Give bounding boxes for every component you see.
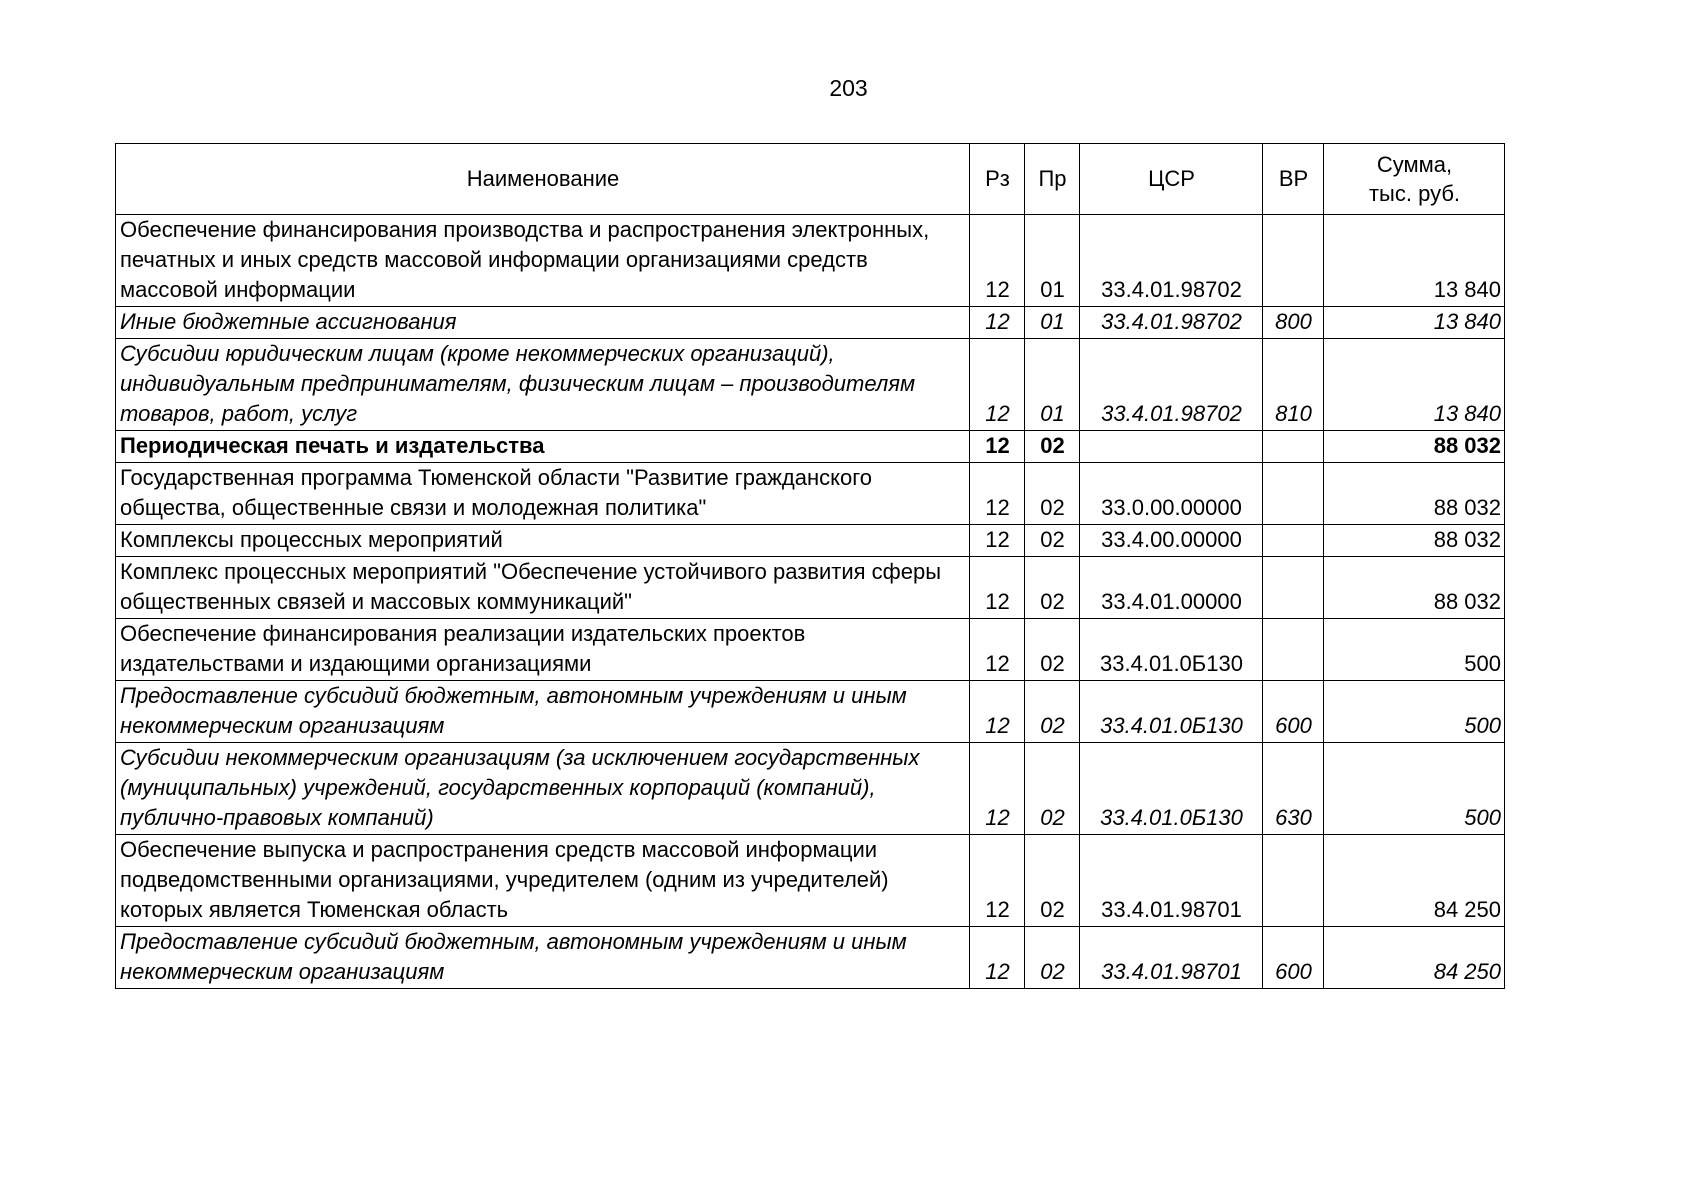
table-row [116, 431, 1505, 463]
cell-pr: 02 [1025, 557, 1080, 619]
cell-vr: 800 [1263, 307, 1324, 339]
cell-vr [1263, 463, 1324, 525]
cell-vr [1263, 835, 1324, 927]
cell-vr: 630 [1263, 743, 1324, 835]
cell-rz: 12 [970, 215, 1025, 307]
table-row [116, 307, 1505, 339]
cell-sum: 13 840 [1324, 215, 1505, 307]
table-row [116, 835, 1505, 927]
cell-pr: 02 [1025, 525, 1080, 557]
table-row [116, 681, 1505, 743]
cell-csr: 33.4.01.98702 [1080, 339, 1263, 431]
page-number: 203 [829, 75, 868, 101]
cell-rz: 12 [970, 463, 1025, 525]
table-body [116, 215, 1505, 989]
cell-name: Комплексы процессных мероприятий [116, 525, 970, 557]
cell-sum: 84 250 [1324, 927, 1505, 989]
cell-csr: 33.4.01.0Б130 [1080, 681, 1263, 743]
header-pr: Пр [1025, 144, 1080, 215]
cell-pr: 02 [1025, 835, 1080, 927]
cell-name: Государственная программа Тюменской области "Развитие гражданского общества, общественные связи и молодежная политика" [116, 463, 970, 525]
cell-sum: 500 [1324, 681, 1505, 743]
cell-vr [1263, 619, 1324, 681]
cell-csr: 33.4.00.00000 [1080, 525, 1263, 557]
cell-rz: 12 [970, 619, 1025, 681]
cell-vr [1263, 557, 1324, 619]
cell-rz: 12 [970, 557, 1025, 619]
cell-sum: 88 032 [1324, 557, 1505, 619]
cell-csr: 33.4.01.0Б130 [1080, 743, 1263, 835]
cell-pr: 02 [1025, 463, 1080, 525]
cell-rz: 12 [970, 431, 1025, 463]
table-row [116, 525, 1505, 557]
cell-sum: 500 [1324, 619, 1505, 681]
cell-csr: 33.4.01.0Б130 [1080, 619, 1263, 681]
cell-vr [1263, 215, 1324, 307]
cell-pr: 01 [1025, 339, 1080, 431]
cell-pr: 02 [1025, 743, 1080, 835]
cell-pr: 01 [1025, 215, 1080, 307]
cell-name: Обеспечение финансирования реализации издательских проектов издательствами и издающими организациями [116, 619, 970, 681]
cell-rz: 12 [970, 927, 1025, 989]
table-header [116, 144, 1505, 215]
header-sum-line1: Сумма, [1376, 151, 1453, 177]
cell-rz: 12 [970, 339, 1025, 431]
cell-pr: 02 [1025, 431, 1080, 463]
table-row [116, 619, 1505, 681]
cell-name: Предоставление субсидий бюджетным, автономным учреждениям и иным некоммерческим организациям [116, 681, 970, 743]
cell-vr: 600 [1263, 681, 1324, 743]
cell-name: Обеспечение финансирования производства и распространения электронных, печатных и иных средств массовой информации организациями средств массовой информации [116, 215, 970, 307]
cell-rz: 12 [970, 681, 1025, 743]
table-row [116, 927, 1505, 989]
cell-pr: 02 [1025, 619, 1080, 681]
cell-csr: 33.4.01.98701 [1080, 927, 1263, 989]
cell-rz: 12 [970, 307, 1025, 339]
cell-name: Субсидии некоммерческим организациям (за исключением государственных (муниципальных) учреждений, государственных корпораций (компаний), публично-правовых компаний) [116, 743, 970, 835]
cell-csr: 33.4.01.98702 [1080, 307, 1263, 339]
cell-pr: 02 [1025, 927, 1080, 989]
cell-csr: 33.4.01.00000 [1080, 557, 1263, 619]
cell-csr: 33.4.01.98702 [1080, 215, 1263, 307]
cell-name: Комплекс процессных мероприятий "Обеспечение устойчивого развития сферы общественных связей и массовых коммуникаций" [116, 557, 970, 619]
cell-csr: 33.4.01.98701 [1080, 835, 1263, 927]
cell-vr: 600 [1263, 927, 1324, 989]
cell-name: Субсидии юридическим лицам (кроме некоммерческих организаций), индивидуальным предпринимателям, физическим лицам – производителям товаров, работ, услуг [116, 339, 970, 431]
cell-csr [1080, 431, 1263, 463]
cell-name: Иные бюджетные ассигнования [116, 307, 970, 339]
cell-pr: 02 [1025, 681, 1080, 743]
cell-sum: 84 250 [1324, 835, 1505, 927]
cell-sum: 13 840 [1324, 339, 1505, 431]
cell-sum: 88 032 [1324, 463, 1505, 525]
cell-vr: 810 [1263, 339, 1324, 431]
cell-csr: 33.0.00.00000 [1080, 463, 1263, 525]
header-vr: ВР [1263, 144, 1324, 215]
cell-vr [1263, 525, 1324, 557]
cell-rz: 12 [970, 835, 1025, 927]
cell-rz: 12 [970, 743, 1025, 835]
cell-name: Обеспечение выпуска и распространения средств массовой информации подведомственными организациями, учредителем (одним из учредителей) которых является Тюменская область [116, 835, 970, 927]
header-rz: Рз [970, 144, 1025, 215]
table-row [116, 557, 1505, 619]
header-sum-line2: тыс. руб. [1368, 180, 1461, 206]
table-row [116, 463, 1505, 525]
cell-rz: 12 [970, 525, 1025, 557]
table-row [116, 743, 1505, 835]
cell-sum: 13 840 [1324, 307, 1505, 339]
table-row [116, 339, 1505, 431]
cell-sum: 500 [1324, 743, 1505, 835]
budget-table [115, 143, 1505, 989]
cell-sum: 88 032 [1324, 431, 1505, 463]
cell-sum: 88 032 [1324, 525, 1505, 557]
header-name: Наименование [116, 144, 970, 215]
cell-vr [1263, 431, 1324, 463]
header-row [116, 144, 1505, 215]
header-sum [1324, 144, 1505, 215]
cell-name: Периодическая печать и издательства [116, 431, 970, 463]
header-csr: ЦСР [1080, 144, 1263, 215]
table-row [116, 215, 1505, 307]
cell-name: Предоставление субсидий бюджетным, автономным учреждениям и иным некоммерческим организациям [116, 927, 970, 989]
cell-pr: 01 [1025, 307, 1080, 339]
